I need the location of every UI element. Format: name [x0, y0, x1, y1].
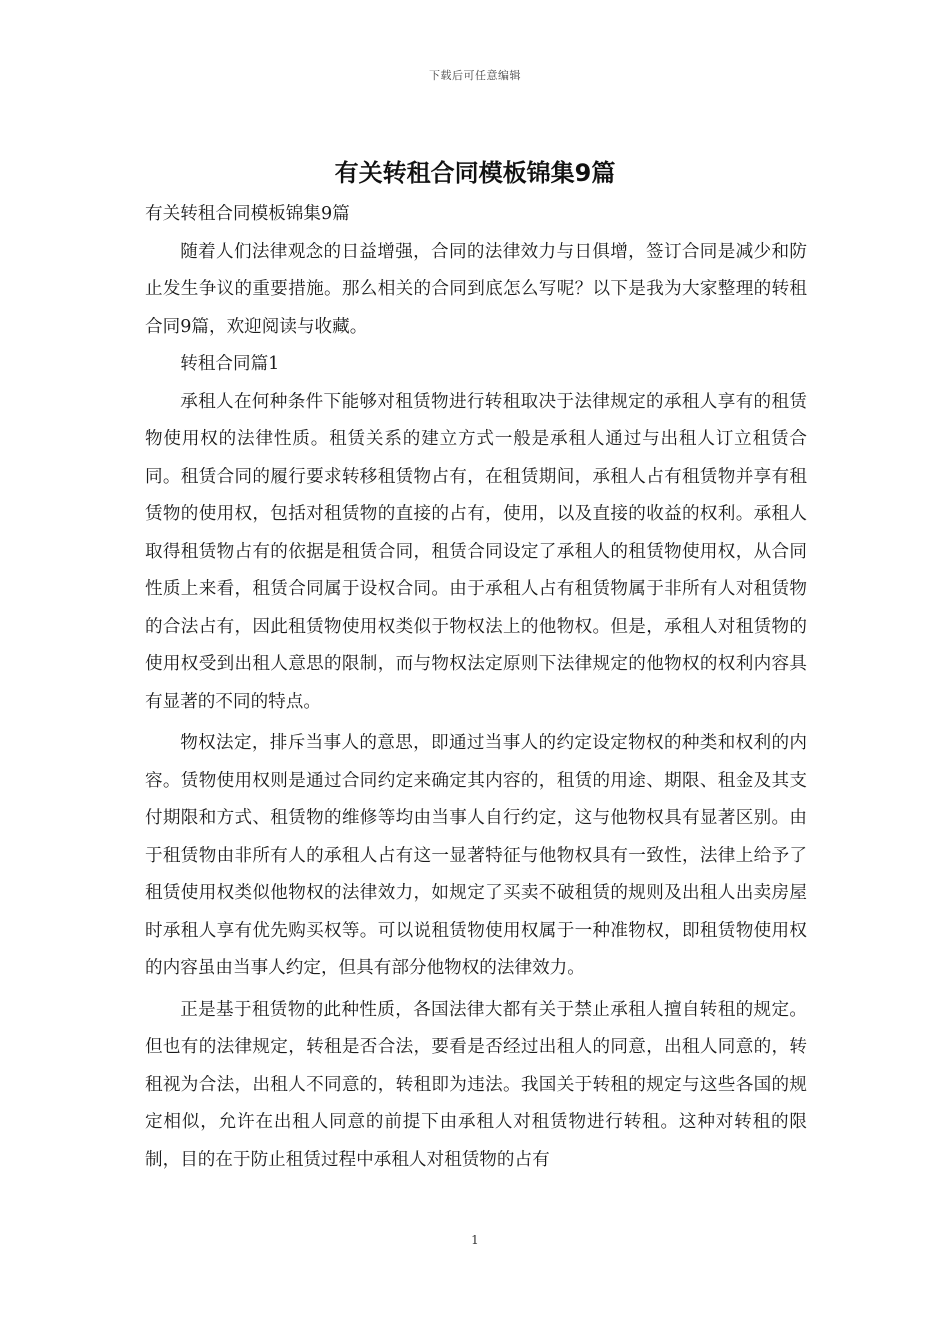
subtitle-paragraph: 有关转租合同模板锦集9篇: [145, 204, 350, 224]
body-paragraph: 承租人在何种条件下能够对租赁物进行转租取决于法律规定的承租人享有的租赁物使用权的法律性质。租赁关系的建立方式一般是承租人通过与出租人订立租赁合同。租赁合同的履行要求转移租赁物占有，在租赁期间，承租人占有租赁物并享有租赁物的使用权，包括对租赁物的直接的占有，使用，以及直接的收益的权利。承租人取得租赁物占有的依据是租赁合同，租赁合同设定了承租人的租赁物使用权，从合同性质上来看，租赁合同属于设权合同。由于承租人占有租赁物属于非所有人对租赁物的合法占有，因此租赁物使用权类似于物权法上的他物权。但是，承租人对租赁物的使用权受到出租人意思的限制，而与物权法定原则下法律规定的他物权的权利内容具有显著的不同的特点。: [145, 391, 807, 712]
document-title: 有关转租合同模板锦集9篇: [334, 159, 616, 187]
body-paragraph: 物权法定，排斥当事人的意思，即通过当事人的约定设定物权的种类和权利的内容。赁物使用权则是通过合同约定来确定其内容的，租赁的用途、期限、租金及其支付期限和方式、租赁物的维修等均由当事人自行约定，这与他物权具有显著区别。由于租赁物由非所有人的承租人占有这一显著特征与他物权具有一致性，法律上给予了租赁使用权类似他物权的法律效力，如规定了买卖不破租赁的规则及出租人出卖房屋时承租人享有优先购买权等。可以说租赁物使用权属于一种准物权，即租赁物使用权的内容虽由当事人约定，但具有部分他物权的法律效力。: [145, 733, 807, 978]
page-number: 1: [471, 1233, 479, 1247]
body-paragraph: 正是基于租赁物的此种性质，各国法律大都有关于禁止承租人擅自转租的规定。但也有的法律规定，转租是否合法，要看是否经过出租人的同意，出租人同意的，转租视为合法，出租人不同意的，转租即为违法。我国关于转租的规定与这些各国的规定相似，允许在出租人同意的前提下由承租人对租赁物进行转租。这种对转租的限制，目的在于防止租赁过程中承租人对租赁物的占有: [145, 999, 807, 1170]
section-heading: 转租合同篇1: [180, 354, 280, 374]
intro-paragraph: 随着人们法律观念的日益增强，合同的法律效力与日俱增，签订合同是减少和防止发生争议的重要措施。那么相关的合同到底怎么写呢？以下是我为大家整理的转租合同9篇，欢迎阅读与收藏。: [145, 241, 807, 337]
header-note: 下载后可任意编辑: [429, 69, 521, 82]
document-body: [145, 196, 807, 1179]
